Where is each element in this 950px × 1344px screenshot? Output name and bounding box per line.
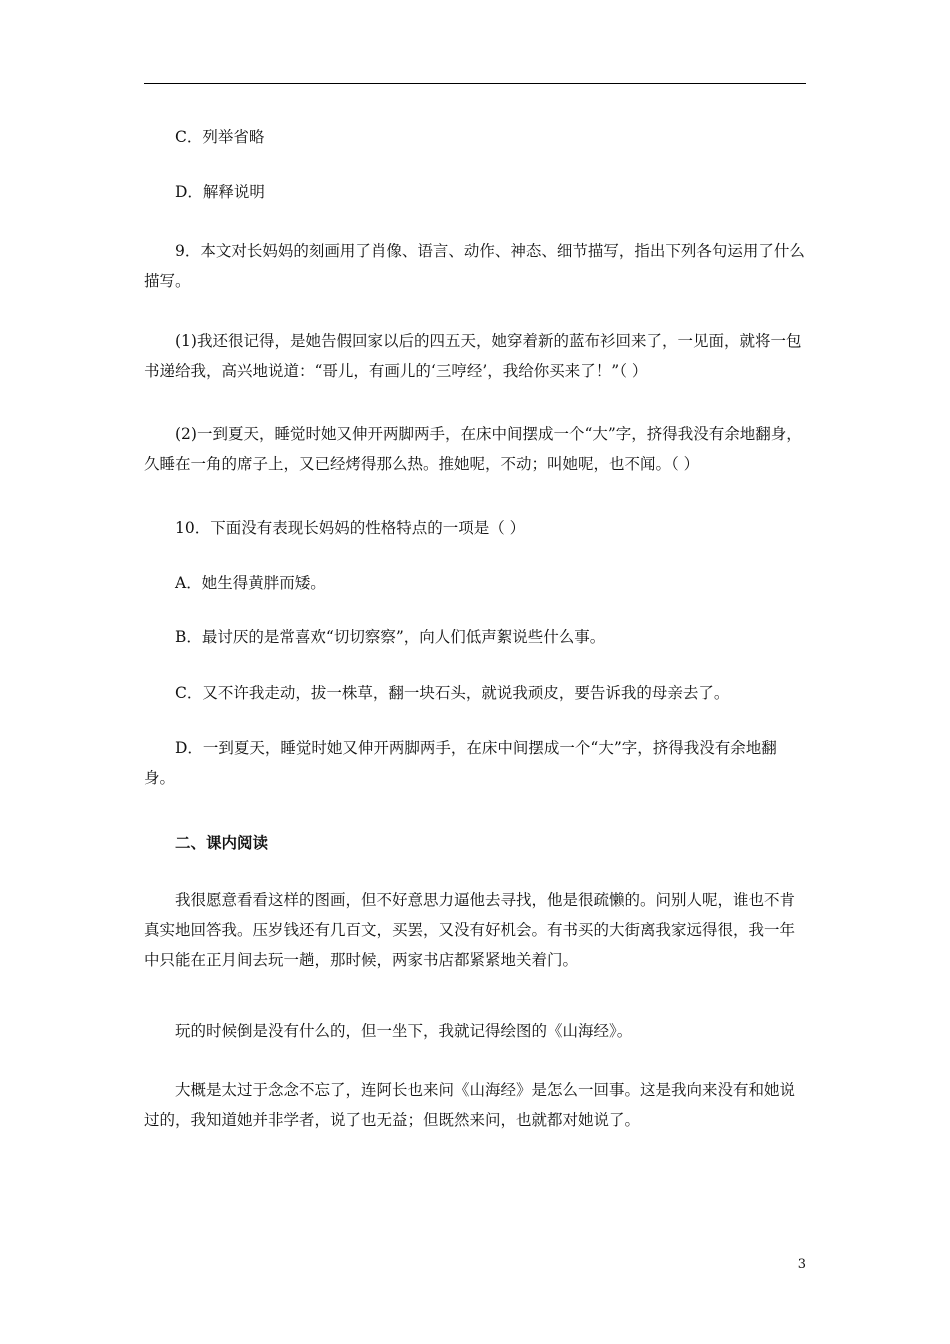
question-10-option-b: B．最讨厌的是常喜欢“切切察察”，向人们低声絮说些什么事。 xyxy=(175,628,606,646)
question-10-option-c: C．又不许我走动，拔一株草，翻一块石头，就说我顽皮，要告诉我的母亲去了。 xyxy=(175,684,730,702)
question-9: 9．本文对长妈妈的刻画用了肖像、语言、动作、神态、细节描写，指出下列各句运用了什么描写。 xyxy=(144,242,805,290)
reading-paragraph-1: 我很愿意看看这样的图画，但不好意思力逼他去寻找，他是很疏懒的。问别人呢，谁也不肯真实地回答我。压岁钱还有几百文，买罢，又没有好机会。有书买的大街离我家远得很，我一年中只能在正月间去玩一趟，那时候，两家书店都紧紧地关着门。 xyxy=(144,891,796,969)
reading-paragraph-2: 玩的时候倒是没有什么的，但一坐下，我就记得绘图的《山海经》。 xyxy=(175,1022,633,1040)
question-10-option-d: D．一到夏天，睡觉时她又伸开两脚两手，在床中间摆成一个“大”字，挤得我没有余地翻身。 xyxy=(144,739,777,787)
reading-paragraph-3: 大概是太过于念念不忘了，连阿长也来问《山海经》是怎么一回事。这是我向来没有和她说过的，我知道她并非学者，说了也无益；但既然来问，也就都对她说了。 xyxy=(144,1081,796,1129)
header-rule xyxy=(144,83,806,84)
question-9-part-2: (2)一到夏天，睡觉时她又伸开两脚两手，在床中间摆成一个“大”字，挤得我没有余地翻身，久睡在一角的席子上，又已经烤得那么热。推她呢，不动；叫她呢，也不闻。（ ） xyxy=(144,425,802,473)
page-number: 3 xyxy=(797,1257,806,1272)
option-d: D．解释说明 xyxy=(175,183,265,201)
question-9-part-1: (1)我还很记得，是她告假回家以后的四五天，她穿着新的蓝布衫回来了，一见面，就将一包书递给我，高兴地说道：“哥儿，有画儿的‘三哼经’，我给你买来了！”（ ） xyxy=(144,332,802,380)
section-heading: 二、课内阅读 xyxy=(175,834,269,852)
option-c: C．列举省略 xyxy=(175,128,265,146)
question-10: 10．下面没有表现长妈妈的性格特点的一项是（ ） xyxy=(175,519,526,537)
question-10-option-a: A．她生得黄胖而矮。 xyxy=(175,574,326,592)
